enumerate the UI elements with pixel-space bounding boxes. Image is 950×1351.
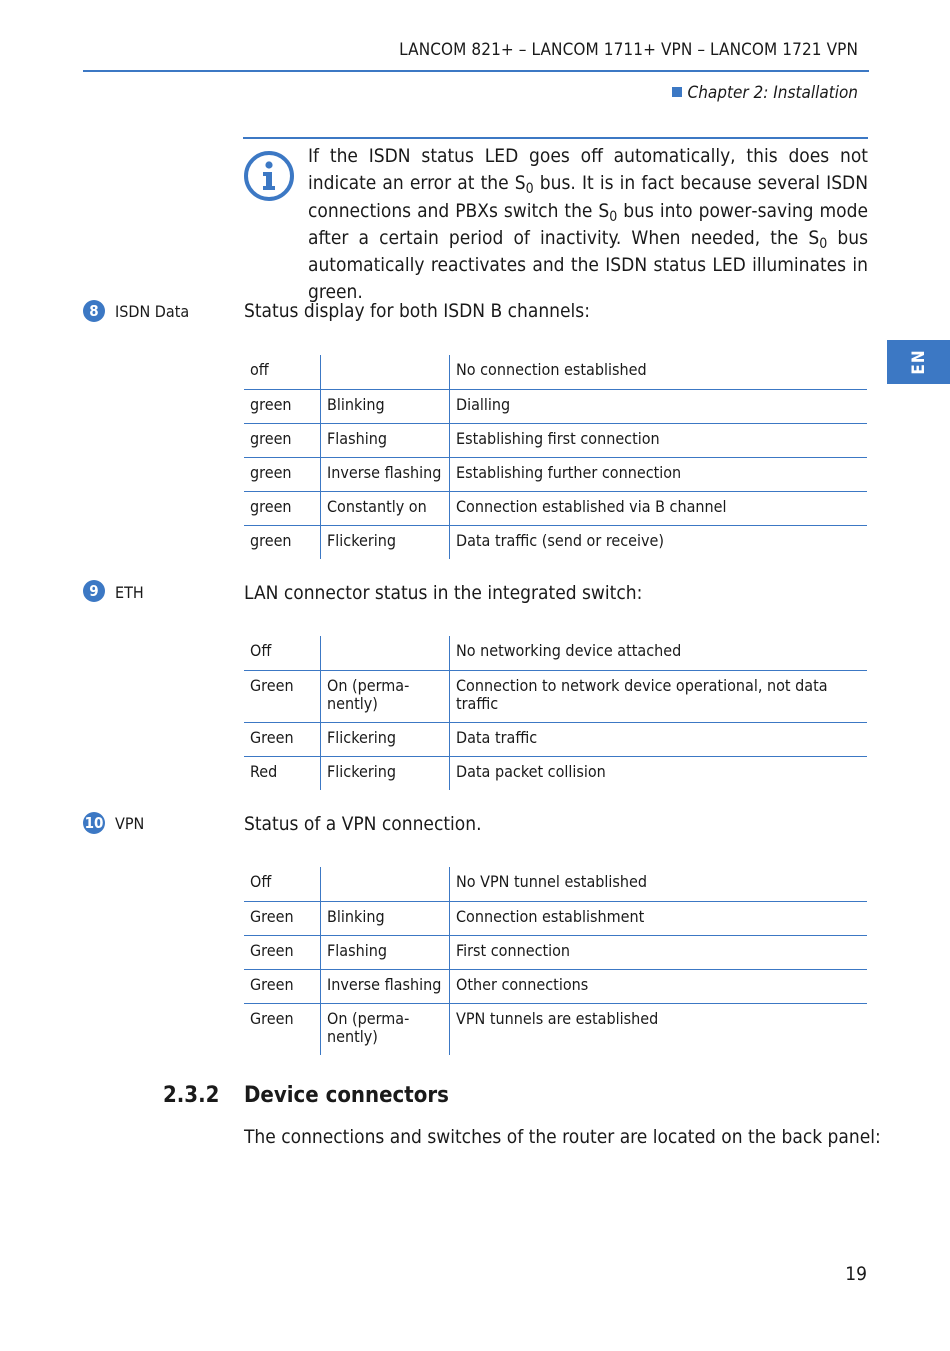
table-cell: green: [244, 457, 321, 491]
square-bullet-icon: [672, 87, 682, 97]
table-cell: Flashing: [321, 423, 450, 457]
table-cell: green: [244, 491, 321, 525]
table-row: [244, 935, 867, 969]
section-body-text: The connections and switches of the router are located on the back panel:: [244, 1126, 881, 1148]
table-row: [244, 867, 867, 901]
table-cell: Off: [244, 636, 321, 670]
table-cell: Data traffic: [450, 722, 868, 756]
section-number: 2.3.2: [163, 1083, 220, 1108]
table-cell: Flickering: [321, 525, 450, 559]
table-cell: First connection: [450, 935, 868, 969]
subscript-zero: 0: [525, 181, 534, 198]
table-row: [244, 670, 867, 722]
table-cell: Constantly on: [321, 491, 450, 525]
led-label-eth: ETH: [115, 583, 144, 602]
chapter-label: [672, 83, 858, 103]
table-cell: Connection to network device operational, not data traffic: [450, 670, 868, 722]
table-cell: green: [250, 530, 292, 550]
info-icon: [243, 150, 295, 202]
page-number: 19: [845, 1263, 867, 1285]
note-text-fragment: If the ISDN status LED goes off automatically, this does not indicate an error at the S: [308, 145, 868, 195]
table-row: [244, 901, 867, 935]
chapter-text: Chapter 2: Installation: [687, 83, 858, 103]
table-row: [244, 636, 867, 670]
table-row: [244, 355, 867, 389]
table-cell: Green: [250, 1008, 294, 1028]
table-cell: Establishing further connection: [450, 457, 868, 491]
table-row: [244, 389, 867, 423]
table-cell: Off: [244, 867, 321, 901]
table-row: [244, 1003, 867, 1055]
table-cell: Connection established via B channel: [450, 491, 868, 525]
note-text-fragment: bus into power‑saving mode after a certain period of inactivity. When needed, the S: [308, 199, 868, 249]
table-cell: No connection established: [450, 355, 868, 389]
led-marker-10: 10: [84, 814, 104, 832]
table-row: [244, 491, 867, 525]
table-cell: [321, 636, 450, 670]
header-rule: [83, 70, 869, 72]
running-header-title: LANCOM 821+ – LANCOM 1711+ VPN – LANCOM 1721 VPN: [399, 40, 858, 60]
subscript-zero: 0: [819, 235, 828, 252]
table-cell: Inverse flashing: [321, 969, 450, 1003]
vpn-intro: Status of a VPN connection.: [244, 813, 482, 835]
table-cell: Green: [244, 969, 321, 1003]
table-cell: Inverse flashing: [321, 457, 450, 491]
language-tab: [887, 340, 950, 384]
table-cell: off: [244, 355, 321, 389]
table-cell: Green: [244, 722, 321, 756]
info-note-text: [308, 143, 868, 307]
table-cell: Data traffic (send or receive): [456, 530, 665, 550]
table-cell: green: [244, 423, 321, 457]
table-cell: Flickering: [321, 722, 450, 756]
note-text-fragment: bus automatically reactivates and the ISDN status LED illuminates in green.: [308, 226, 868, 304]
led-label-vpn: VPN: [115, 814, 145, 833]
table-row: [244, 969, 867, 1003]
table-cell: Flickering: [321, 756, 450, 790]
table-cell: No VPN tunnel established: [450, 867, 868, 901]
table-row: [244, 423, 867, 457]
table-cell: No networking device attached: [450, 636, 868, 670]
table-cell: Data packet collision: [456, 761, 606, 781]
table-cell: Green: [244, 935, 321, 969]
table-cell: Red: [250, 761, 278, 781]
section-title: Device connectors: [244, 1083, 449, 1108]
table-cell: Flashing: [321, 935, 450, 969]
table-cell: Dialling: [450, 389, 868, 423]
isdn-intro: Status display for both ISDN B channels:: [244, 300, 590, 322]
eth-status-table: [244, 636, 867, 790]
table-cell: On (perma- nently): [321, 670, 450, 722]
table-cell: green: [244, 389, 321, 423]
table-cell: [321, 867, 450, 901]
vpn-status-table: [244, 867, 867, 1055]
table-cell: Other connections: [450, 969, 868, 1003]
table-row: [244, 525, 867, 559]
led-label-isdn-data: ISDN Data: [115, 302, 190, 321]
table-cell: Establishing first connection: [450, 423, 868, 457]
table-cell: [321, 355, 450, 389]
language-tab-label: EN: [908, 349, 929, 375]
table-row: [244, 457, 867, 491]
table-cell: Green: [244, 901, 321, 935]
table-cell: Green: [244, 670, 321, 722]
table-row: [244, 756, 867, 790]
led-marker-9: 9: [83, 580, 105, 602]
table-cell: On (perma- nently): [321, 1003, 450, 1055]
table-row: [244, 722, 867, 756]
isdn-status-table: [244, 355, 867, 559]
subscript-zero: 0: [609, 208, 618, 225]
table-cell: Connection establishment: [450, 901, 868, 935]
note-rule: [243, 137, 868, 139]
eth-intro: LAN connector status in the integrated switch:: [244, 582, 643, 604]
led-marker-8: 8: [83, 300, 105, 322]
table-cell: Blinking: [321, 389, 450, 423]
table-cell: VPN tunnels are established: [456, 1008, 659, 1028]
table-cell: Blinking: [321, 901, 450, 935]
note-text-fragment: bus. It is in fact because several ISDN connections and PBXs switch the S: [308, 172, 868, 222]
